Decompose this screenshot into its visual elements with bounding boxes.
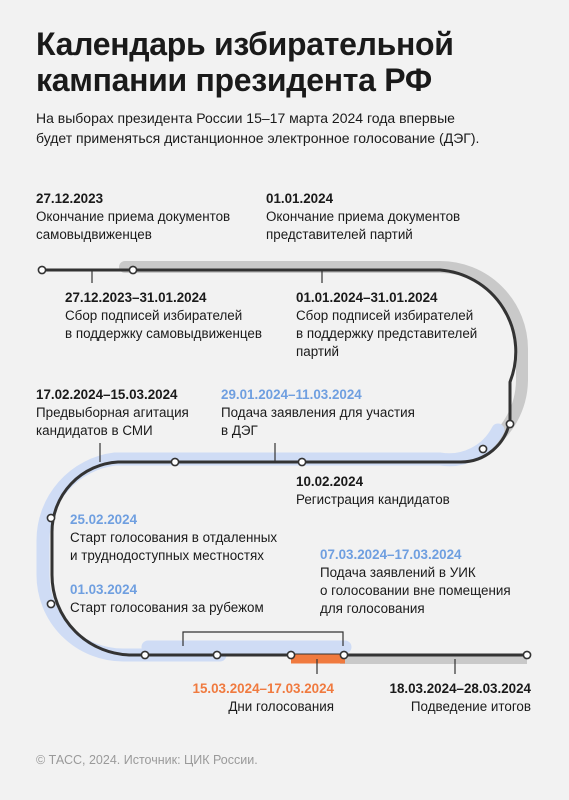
event-label [296, 289, 477, 361]
event-text: Предвыборная агитация [36, 405, 189, 420]
event-text: о голосовании вне помещения [320, 583, 511, 598]
event-label [70, 581, 264, 617]
event-text: Сбор подписей избирателей [296, 308, 474, 323]
subtitle-line-2: будет применяться дистанционное электронное голосование (ДЭГ). [36, 130, 480, 146]
timeline-node [141, 651, 148, 658]
timeline-node [47, 600, 54, 607]
event-date: 18.03.2024–28.03.2024 [389, 681, 531, 696]
event-text: самовыдвиженцев [36, 227, 152, 242]
event-text: в поддержку представителей [296, 326, 478, 341]
timeline-node [479, 445, 486, 452]
event-label [372, 680, 531, 716]
event-date: 17.02.2024–15.03.2024 [36, 387, 178, 402]
event-text: представителей партий [266, 227, 413, 242]
event-text: Подача заявления для участия [221, 405, 415, 420]
event-text: Подведение итогов [410, 699, 531, 714]
event-text: в поддержку самовыдвиженцев [65, 326, 262, 341]
timeline-node [298, 458, 305, 465]
event-text: в ДЭГ [221, 423, 258, 438]
event-text: Сбор подписей избирателей [65, 308, 243, 323]
event-date: 29.01.2024–11.03.2024 [221, 387, 362, 402]
event-date: 01.01.2024 [266, 191, 334, 206]
event-label [180, 680, 334, 716]
timeline-node [47, 514, 54, 521]
event-date: 01.03.2024 [70, 582, 138, 597]
title-line-1: Календарь избирательной [36, 26, 454, 62]
event-label [36, 190, 230, 244]
event-text: кандидатов в СМИ [36, 423, 153, 438]
event-text: партий [296, 344, 339, 359]
event-text: и труднодоступных местностях [70, 548, 264, 563]
event-text: Подача заявлений в УИК [320, 565, 476, 580]
title-line-2: кампании президента РФ [36, 62, 432, 98]
event-date: 27.12.2023–31.01.2024 [65, 290, 207, 305]
event-text: Окончание приема документов [36, 209, 231, 224]
timeline-node [38, 266, 45, 273]
subtitle-line-1: На выборах президента России 15–17 марта 2024 года впервые [36, 110, 455, 126]
event-label [36, 386, 189, 440]
event-date: 07.03.2024–17.03.2024 [320, 547, 462, 562]
event-text: Старт голосования в отдаленных [70, 530, 278, 545]
timeline-node [213, 651, 220, 658]
event-text: Дни голосования [228, 699, 334, 714]
event-date: 10.02.2024 [296, 474, 364, 489]
event-label [320, 546, 511, 618]
event-text: для голосования [320, 601, 425, 616]
event-date: 27.12.2023 [36, 191, 104, 206]
event-label [296, 473, 450, 509]
event-label [65, 289, 262, 343]
event-date: 15.03.2024–17.03.2024 [192, 681, 334, 696]
timeline-node [171, 458, 178, 465]
event-date: 01.01.2024–31.01.2024 [296, 290, 438, 305]
timeline-node [340, 651, 347, 658]
timeline-node [287, 651, 294, 658]
event-label [221, 386, 415, 440]
event-text: Окончание приема документов [266, 209, 461, 224]
event-date: 25.02.2024 [70, 512, 138, 527]
footer-source: © ТАСС, 2024. Источник: ЦИК России. [36, 753, 258, 767]
event-text: Старт голосования за рубежом [70, 600, 264, 615]
timeline-node [129, 266, 136, 273]
event-label [70, 511, 277, 565]
timeline-node [506, 420, 513, 427]
event-label [266, 190, 460, 244]
timeline-node [523, 651, 530, 658]
event-text: Регистрация кандидатов [296, 492, 450, 507]
